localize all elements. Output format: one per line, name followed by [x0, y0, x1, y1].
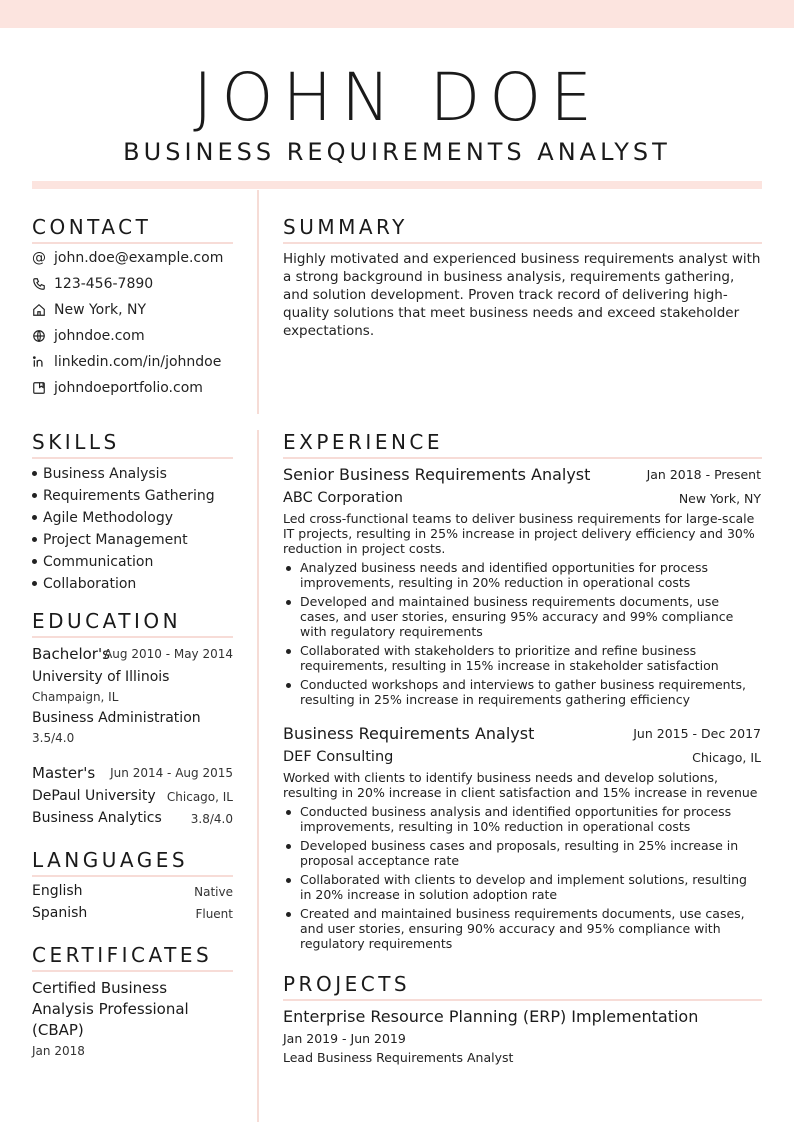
column-divider-bottom	[257, 430, 259, 1122]
skill-item: Project Management	[32, 529, 188, 551]
language-level: Fluent	[195, 907, 233, 921]
edu-degree: Master's	[32, 764, 96, 782]
job-bullet: Developed and maintained business requirements documents, use cases, and user stories, ensuring 95% accuracy and 99% compliance with regulatory requirements	[283, 594, 761, 639]
edu-school: DePaul University	[32, 788, 156, 804]
job-description: Worked with clients to identify business needs and develop solutions, resulting in 20% increase in client satisfaction and 15% increase in revenue	[283, 770, 758, 800]
job-company: ABC Corporation	[283, 490, 404, 506]
project-name: Enterprise Resource Planning (ERP) Implementation	[283, 1007, 699, 1026]
job-description: Led cross-functional teams to deliver business requirements for large-scale IT projects, resulting in 25% increase in project delivery efficiency and 30% reduction in project costs.	[283, 511, 755, 556]
linkedin-icon	[32, 355, 46, 369]
edu-location: Chicago, IL	[166, 790, 233, 804]
skill-item: Communication	[32, 551, 153, 573]
certificates-heading: CERTIFICATES	[32, 942, 233, 972]
certificate-name-line1: Certified Business	[32, 979, 168, 997]
candidate-role: BUSINESS REQUIREMENTS ANALYST	[123, 138, 671, 166]
contact-heading: CONTACT	[32, 214, 233, 244]
column-divider-top	[257, 190, 259, 414]
job-bullet: Conducted workshops and interviews to gather business requirements, resulting in 25% increase in requirements gathering efficiency	[283, 677, 761, 707]
job-title: Business Requirements Analyst	[283, 724, 535, 743]
at-icon: @	[32, 250, 46, 266]
skill-item: Agile Methodology	[32, 507, 173, 529]
job-location: Chicago, IL	[692, 750, 761, 765]
job-company: DEF Consulting	[283, 749, 394, 765]
job-dates: Jan 2018 - Present	[646, 467, 761, 482]
job-location: New York, NY	[678, 491, 761, 506]
edu-dates: Jun 2014 - Aug 2015	[110, 766, 233, 780]
edu-gpa: 3.8/4.0	[190, 812, 233, 826]
contact-linkedin-text: linkedin.com/in/johndoe	[54, 354, 222, 370]
job-bullet: Collaborated with clients to develop and implement solutions, resulting in 20% increase in solution adoption rate	[283, 872, 761, 902]
portfolio-icon	[32, 381, 46, 395]
contact-location-text: New York, NY	[54, 302, 147, 318]
skill-item: Requirements Gathering	[32, 485, 215, 507]
contact-website[interactable]	[32, 325, 145, 347]
experience-heading: EXPERIENCE	[283, 429, 762, 459]
job-bullet: Developed business cases and proposals, resulting in 25% increase in proposal acceptance rate	[283, 838, 761, 868]
job-bullet: Analyzed business needs and identified opportunities for process improvements, resulting in 20% reduction in operational costs	[283, 560, 761, 590]
education-heading: EDUCATION	[32, 608, 233, 638]
edu-gpa: 3.5/4.0	[32, 731, 75, 745]
skill-item: Collaboration	[32, 573, 136, 595]
skill-item: Business Analysis	[32, 463, 167, 485]
job-bullet: Collaborated with stakeholders to prioritize and refine business requirements, resulting in 15% increase in stakeholder satisfaction	[283, 643, 761, 673]
job-bullet: Conducted business analysis and identified opportunities for process improvements, resulting in 10% reduction in operational costs	[283, 804, 761, 834]
home-icon	[32, 303, 46, 317]
job-bullet: Created and maintained business requirements documents, use cases, and user stories, ensuring 90% accuracy and 95% compliance with regulatory requirements	[283, 906, 761, 951]
projects-heading: PROJECTS	[283, 971, 762, 1001]
language-name: English	[32, 883, 83, 899]
contact-location	[32, 299, 146, 321]
language-level: Native	[194, 885, 233, 899]
edu-field: Business Administration	[32, 710, 201, 726]
edu-field: Business Analytics	[32, 810, 162, 826]
contact-portfolio-text: johndoeportfolio.com	[54, 380, 203, 396]
contact-linkedin[interactable]	[32, 351, 221, 373]
edu-degree: Bachelor's	[32, 645, 110, 663]
top-accent-band	[0, 0, 794, 28]
job-dates: Jun 2015 - Dec 2017	[633, 726, 761, 741]
certificate-date: Jan 2018	[32, 1044, 85, 1058]
language-name: Spanish	[32, 905, 88, 921]
contact-phone-text: 123-456-7890	[54, 276, 154, 292]
job-title: Senior Business Requirements Analyst	[283, 465, 591, 484]
skills-heading: SKILLS	[32, 429, 233, 459]
project-dates: Jan 2019 - Jun 2019	[283, 1031, 406, 1046]
header-divider	[32, 181, 762, 189]
globe-icon	[32, 329, 46, 343]
edu-dates: Aug 2010 - May 2014	[104, 647, 233, 661]
summary-heading: SUMMARY	[283, 214, 762, 244]
candidate-name: JOHN DOE	[193, 59, 601, 136]
contact-website-text: johndoe.com	[54, 328, 145, 344]
edu-location: Champaign, IL	[32, 690, 119, 704]
project-role: Lead Business Requirements Analyst	[283, 1050, 514, 1065]
contact-phone[interactable]	[32, 273, 153, 295]
languages-heading: LANGUAGES	[32, 847, 233, 877]
contact-email[interactable]	[32, 247, 223, 269]
certificate-name-line3: (CBAP)	[32, 1021, 84, 1039]
certificate-name-line2: Analysis Professional	[32, 1000, 189, 1018]
phone-icon	[32, 277, 46, 291]
summary-text: Highly motivated and experienced business requirements analyst with a strong background in business analysis, requirements gathering, and solution development. Proven track record of delivering high-quality solutions that meet business needs and exceed stakeholder expectations.	[283, 251, 761, 339]
contact-email-text: john.doe@example.com	[54, 250, 224, 266]
contact-portfolio[interactable]	[32, 377, 203, 399]
edu-school: University of Illinois	[32, 669, 170, 685]
